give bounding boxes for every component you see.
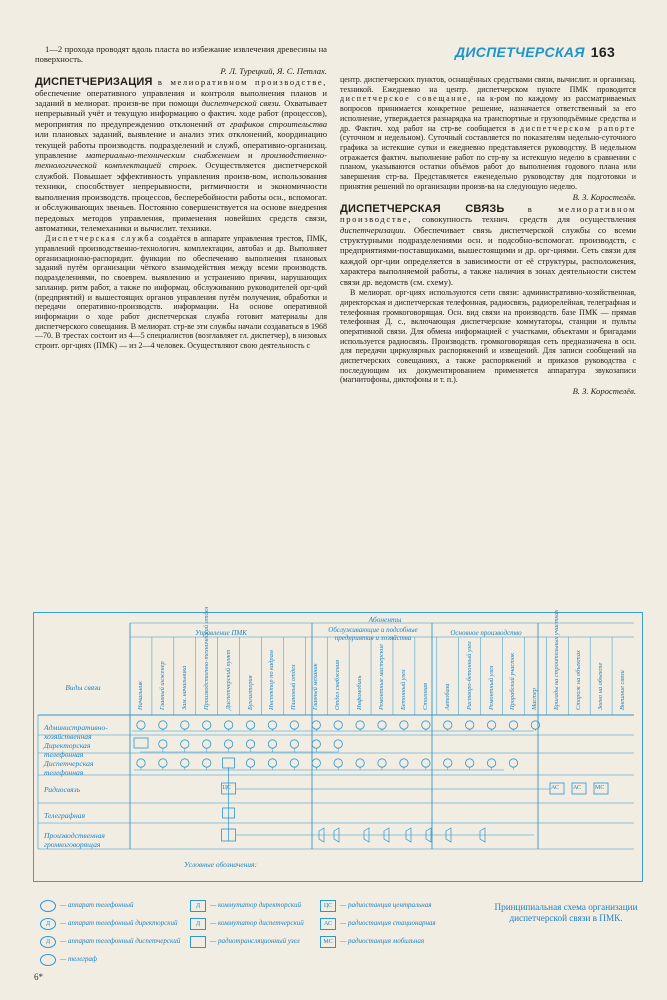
column-header: Главный инженер bbox=[158, 661, 166, 710]
spaced-term: диспетчерском рапорте bbox=[520, 123, 637, 133]
legend-symbol: МС bbox=[320, 936, 336, 948]
telephone-symbol bbox=[290, 759, 298, 767]
telephone-symbol bbox=[312, 721, 320, 729]
legend-text: — аппарат телефонный bbox=[60, 901, 134, 909]
crossref: диспетчерской связи. bbox=[201, 98, 281, 109]
spaced-term: диспетчерское совещание, bbox=[340, 94, 472, 104]
paragraph-lead: Диспетчерская служба bbox=[45, 234, 156, 244]
crossref: диспетчеризации. bbox=[340, 224, 406, 235]
legend-symbol: Д bbox=[40, 936, 56, 948]
telephone-symbol bbox=[465, 759, 473, 767]
column-header: Зам. начальника bbox=[180, 665, 188, 710]
signature: В. З. Коростелёв. bbox=[572, 192, 636, 203]
left-column bbox=[35, 44, 327, 352]
article-dispetcherizatsiya bbox=[35, 77, 327, 233]
group-upravlenie: Управление ПМК bbox=[195, 629, 247, 637]
column-header: Внешние связи bbox=[619, 670, 627, 710]
telephone-symbol bbox=[268, 759, 276, 767]
telephone-symbol bbox=[334, 759, 342, 767]
row-label: Радиосвязь bbox=[44, 785, 81, 794]
telephone-symbol bbox=[202, 759, 210, 767]
telephone-symbol bbox=[268, 721, 276, 729]
crossref: графиков строительства bbox=[229, 118, 327, 129]
column-header: Бухгалтерия bbox=[246, 675, 254, 710]
abonents-header: Абоненты bbox=[368, 615, 402, 624]
intro-text: 1—2 прохода проводят вдоль пласта во избежание извлечения древесины на поверхность. bbox=[35, 44, 327, 65]
legend-text: — коммутатор директорский bbox=[210, 901, 301, 909]
telephone-symbol bbox=[159, 759, 167, 767]
column-header: Бригады на строительных участках bbox=[553, 609, 561, 710]
legend-symbol: Д bbox=[40, 918, 56, 930]
telephone-symbol bbox=[159, 721, 167, 729]
row-label: Производственная громкоговорящая bbox=[44, 831, 105, 849]
telephone-symbol bbox=[224, 721, 232, 729]
telephone-symbol bbox=[422, 759, 430, 767]
telephone-symbol bbox=[224, 740, 232, 748]
legend-symbol bbox=[40, 900, 56, 912]
signature-mark: 6* bbox=[34, 972, 43, 982]
legend-text: — коммутатор диспетчерский bbox=[210, 919, 304, 927]
crossref: производственно-технологической комплектацией строек. bbox=[35, 150, 327, 171]
station-label: МС bbox=[595, 785, 605, 791]
column-header: Автобаза bbox=[443, 683, 451, 710]
legend-text: — телеграф bbox=[60, 955, 97, 963]
telephone-symbol bbox=[181, 721, 189, 729]
column-header: Звено на объекте bbox=[597, 662, 605, 710]
column-header: Столовая bbox=[421, 683, 429, 710]
term-lead: в мелиоративном производстве, bbox=[340, 203, 636, 225]
types-header: Виды связи bbox=[65, 683, 101, 692]
legend-symbol: АС bbox=[320, 918, 336, 930]
paragraph-networks: В мелиорат. орг-циях используются сети связи: административно-хозяйственная, директорская и диспетчерская телефонная, радиосвязь, радиорелейная, телеграфная и телефонная громкоговорящая. Осн. вид связи на производств. базе ПМК — прямая телефонная Д. с., включающая диспетчерские коммутаторы, станции и пульты оперативной связи. Для обмена информацией с участками, объектами и бригадами используется радиосвязь. Производств. громкоговорящая сеть предназначена в осн. для передачи циркулярных распоряжений и извещений. Для записи сообщений на диспетчерских совещаниях, а также распоряжений и приказов руководства с последующим их документированием применяется аппаратура звукозаписи (магнитофоны, диктофоны и т. п.). bbox=[340, 288, 636, 385]
paragraph-text: на к-ром по каждому из рассматриваемых вопросов принимается конкретное решение, назначается ответственный за его исполнение, утверждается разнарядка на транспортные и грузоподъёмные средства и др. Фактич. ход работ на стр-ве сообщается в bbox=[340, 94, 636, 133]
telephone-symbol bbox=[312, 759, 320, 767]
legend-symbol bbox=[40, 954, 56, 966]
telephone-symbol bbox=[334, 740, 342, 748]
telephone-symbol bbox=[509, 721, 517, 729]
telephone-symbol bbox=[509, 759, 517, 767]
header-title: ДИСПЕТЧЕРСКАЯ bbox=[455, 44, 585, 60]
legend-text: — аппарат телефонный диспетчерский bbox=[60, 937, 181, 945]
legend-title: Условные обозначения: bbox=[184, 860, 257, 869]
legend-symbol bbox=[190, 936, 206, 948]
telephone-symbol bbox=[246, 721, 254, 729]
column-header: Начальник bbox=[136, 680, 144, 710]
legend-text: — радиотрансляционный узел bbox=[210, 937, 300, 945]
row-label: Директорская телефонная bbox=[44, 741, 91, 759]
legend-symbol: ЦС bbox=[320, 900, 336, 912]
legend-symbol: Д bbox=[190, 900, 206, 912]
telephone-symbol bbox=[246, 740, 254, 748]
telephone-symbol bbox=[137, 721, 145, 729]
column-header: Ремонтные мастерские bbox=[378, 644, 385, 710]
paragraph-text: центр. диспетчерских пунктов, оснащённых средствами связи, вычислит. и организац. техникой. Ежедневно на центр. диспетчерском пункте ПМК проводится bbox=[340, 75, 636, 94]
telephone-symbol bbox=[290, 740, 298, 748]
telephone-symbol bbox=[378, 721, 386, 729]
article-text: Осуществляется диспетчерской службой. Повышает эффективность управления произв-вом, использования техники, способствует непрерывности, ритмичности и экономичности выполнения производств. процессов, бесперебойности работы осн., вспомогат. и обслуживающих звеньев. Постоянно совершенствуется на основе внедрения передовых методов управления, применения новейших средств связи, автоматики, телемеханики и вычислит. техники. bbox=[35, 160, 327, 233]
telephone-symbol bbox=[400, 759, 408, 767]
station-label: ЦС bbox=[222, 785, 231, 791]
telephone-symbol bbox=[378, 759, 386, 767]
paragraph-text: создаётся в аппарате управления трестов, ПМК, управлений производственно-технологич. комплектации, автобаз и др. Выполняет организационно-распорядит. функции по обеспечению выполнения плановых заданий путём организации чёткого взаимодействия между всеми производств. подразделениями, по своеврем. выявлению и устранению причин, нарушающих запланир. ритм работ, а также по информац. обслуживанию руководителей орг-ций (предприятий) и вышестоящих органов управления путём получения, обработки и передачи оперативно-производств. информации. На основе оперативной информации о ходе работ диспетчерская служба готовит материалы для диспетчерского совещания. В мелиорат. стр-ве эти службы начали создаваться в 1968—70. В трестах состоит из 4—5 специалистов (возглавляет гл. диспетчер), в низовых строит. орг-циях (ПМК) — из 2—4 человек. Осуществляют свою деятельность с bbox=[35, 234, 328, 351]
term-lead: в мелиоративном производстве, bbox=[157, 77, 327, 88]
page-number: 163 bbox=[590, 44, 616, 60]
column-header: Сторож на объектах bbox=[575, 650, 583, 710]
article-text: совокупность технич. средств для осуществления bbox=[422, 214, 636, 225]
paragraph-dispatch-service bbox=[35, 234, 327, 350]
telephone-symbol bbox=[444, 759, 452, 767]
legend-text: — радиостанция центральная bbox=[340, 901, 432, 909]
telephone-symbol bbox=[356, 721, 364, 729]
telephone-symbol bbox=[181, 740, 189, 748]
legend-text: — радиостанция стационарная bbox=[340, 919, 436, 927]
signature: В. З. Коростелёв. bbox=[572, 386, 636, 397]
station-label: АС bbox=[551, 785, 560, 791]
term-heading: ДИСПЕТЧЕРИЗАЦИЯ bbox=[35, 76, 153, 89]
telephone-symbol bbox=[444, 721, 452, 729]
row-label: Административно-хозяйственная bbox=[44, 723, 108, 741]
running-header bbox=[455, 44, 635, 60]
column-header: Плановый отдел bbox=[290, 664, 298, 710]
telephone-symbol bbox=[181, 759, 189, 767]
legend-symbol: Д bbox=[190, 918, 206, 930]
figure-caption: Принципиальная схема организации диспетчерской связи в ПМК. bbox=[494, 902, 638, 923]
director-switch-symbol bbox=[134, 738, 148, 748]
crossref: материально-техническим снабжением bbox=[85, 150, 240, 161]
column-header: Мастер bbox=[531, 688, 539, 710]
article-text: обеспечение оперативного управления и контроля выполнения планов и заданий в мелиорат. произв-ве при помощи bbox=[35, 87, 327, 109]
column-header: Растворо-бетонный узел bbox=[465, 641, 473, 710]
telephone-symbol bbox=[356, 759, 364, 767]
article-text: Обеспечивает связь диспетчерской службы со всеми структурными подразделениями осн. и подсобно-вспомогат. производств, с предприятиями-поставщиками, вышестоящими и др. орг-циями. Сеть связи для каждой орг-ции определяется в зависимости от её структуры, расположения, характера выполняемой работы, а также наличия в зонах деятельности систем связи др. ведомств (см. схему). bbox=[340, 224, 636, 287]
column-header: Отдел снабжения bbox=[334, 660, 342, 710]
paragraph-text: (суточном и недельном). Суточный составляется по показателям недельно-суточного графика за истекшие сутки и ежедневно представляется руководству. В недельном отражается фактич. выполнение работ по стр-ву за истекшую неделю в сравнении с планом, указываются остатки объёмов работ до выполнения годового плана или завершения стр-ва. Представляется еженедельно руководству для подготовки и принятия решений по организации произв-ва на следующую неделю. bbox=[340, 133, 636, 191]
telephone-symbol bbox=[422, 721, 430, 729]
row-label: Телеграфная bbox=[44, 811, 86, 820]
telephone-symbol bbox=[159, 740, 167, 748]
continuation-paragraph bbox=[340, 75, 636, 191]
group-obsluzhivayushchie: Обслуживающие и подсобные предприятия и хозяйства bbox=[328, 626, 418, 642]
article-text: Охватывает непрерывный учёт и текущую информацию о фактич. ходе работ (процессов), мероприятия по предупреждению отклонений от bbox=[35, 98, 327, 129]
telephone-symbol bbox=[487, 759, 495, 767]
telephone-symbol bbox=[202, 740, 210, 748]
telephone-symbol bbox=[137, 759, 145, 767]
telephone-symbol bbox=[400, 721, 408, 729]
column-header: Ремонтный узел bbox=[487, 665, 495, 710]
column-header: Инфомобиль bbox=[356, 675, 364, 710]
row-label: Диспетчерская телефонная bbox=[44, 759, 94, 777]
article-dispetcherskaya-svyaz bbox=[340, 204, 636, 287]
dispatcher-switch-symbol bbox=[223, 758, 235, 768]
right-column bbox=[340, 75, 636, 398]
telephone-symbol bbox=[465, 721, 473, 729]
station-label: АС bbox=[573, 785, 582, 791]
intro-signature: Р. Л. Турецкий, Я. С. Петлах. bbox=[220, 65, 327, 76]
communication-scheme-diagram bbox=[33, 606, 643, 882]
legend-text: — радиостанция мобильная bbox=[340, 937, 425, 945]
telephone-symbol bbox=[487, 721, 495, 729]
telephone-symbol bbox=[246, 759, 254, 767]
column-header: Прорабский участок bbox=[509, 652, 517, 710]
column-header: Главный механик bbox=[312, 663, 320, 710]
telephone-symbol bbox=[334, 721, 342, 729]
column-header: Производственно-технический отдел bbox=[202, 606, 210, 710]
telephone-symbol bbox=[312, 740, 320, 748]
column-header: Бетонный узел bbox=[399, 669, 407, 710]
article-text: или плановых заданий, выявление и анализ этих отклонений, координацию текущей работы производств. подразделений и служб, оперативно-организац. управление bbox=[35, 129, 327, 161]
legend-text: — аппарат телефонный директорский bbox=[60, 919, 178, 927]
term-heading: ДИСПЕТЧЕРСКАЯ СВЯЗЬ bbox=[340, 202, 505, 215]
column-header: Инспектор по кадрам bbox=[268, 650, 276, 710]
column-header: Диспетчерский пункт bbox=[224, 649, 232, 710]
article-text: и bbox=[247, 150, 253, 161]
telephone-symbol bbox=[290, 721, 298, 729]
telephone-symbol bbox=[268, 740, 276, 748]
group-osnovnoe: Основное производство bbox=[450, 629, 522, 637]
telephone-symbol bbox=[202, 721, 210, 729]
